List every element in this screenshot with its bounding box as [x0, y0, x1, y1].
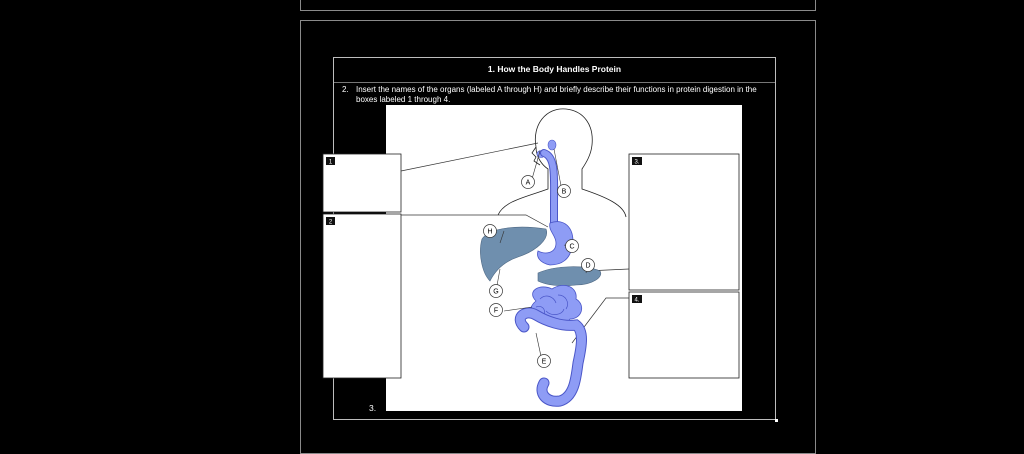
- digestive-system-illustration: [328, 105, 742, 411]
- label-d: [582, 259, 595, 272]
- body-silhouette: [498, 109, 626, 217]
- svg-text:E: E: [541, 358, 547, 366]
- question-number: 2.: [342, 85, 349, 94]
- next-question-number: 3.: [369, 403, 377, 413]
- worksheet-title: 1. How the Body Handles Protein: [487, 64, 622, 74]
- box-label-1: 1: [328, 159, 333, 166]
- box-label-2: 2: [328, 219, 333, 226]
- digestive-system-diagram: [328, 105, 742, 411]
- label-f: [490, 304, 503, 317]
- label-c: [566, 240, 579, 253]
- resize-handle: [775, 419, 778, 422]
- label-g: [490, 285, 503, 298]
- answer-box-2: [323, 214, 401, 378]
- svg-text:H: H: [487, 228, 493, 236]
- worksheet-document: [328, 57, 776, 420]
- box-label-4: 4.: [634, 297, 640, 304]
- svg-text:G: G: [493, 288, 499, 296]
- answer-box-3: [629, 154, 739, 290]
- label-b: [558, 185, 571, 198]
- question-text: Insert the names of the organs (labeled A through H) and briefly describe their functions in protein digestion in the boxes labeled 1 through 4.: [356, 85, 757, 104]
- svg-text:B: B: [561, 188, 567, 196]
- box-label-3: 3.: [634, 159, 640, 166]
- top-panel-frame: [300, 0, 816, 11]
- answer-box-4: [629, 292, 739, 378]
- label-h: [484, 225, 497, 238]
- svg-text:A: A: [525, 179, 531, 187]
- label-e: [538, 355, 551, 368]
- title-divider: [334, 82, 775, 83]
- svg-text:D: D: [585, 262, 591, 270]
- label-a: [522, 176, 535, 189]
- svg-text:F: F: [493, 307, 499, 315]
- salivary-gland: [548, 140, 556, 150]
- svg-text:C: C: [569, 243, 575, 251]
